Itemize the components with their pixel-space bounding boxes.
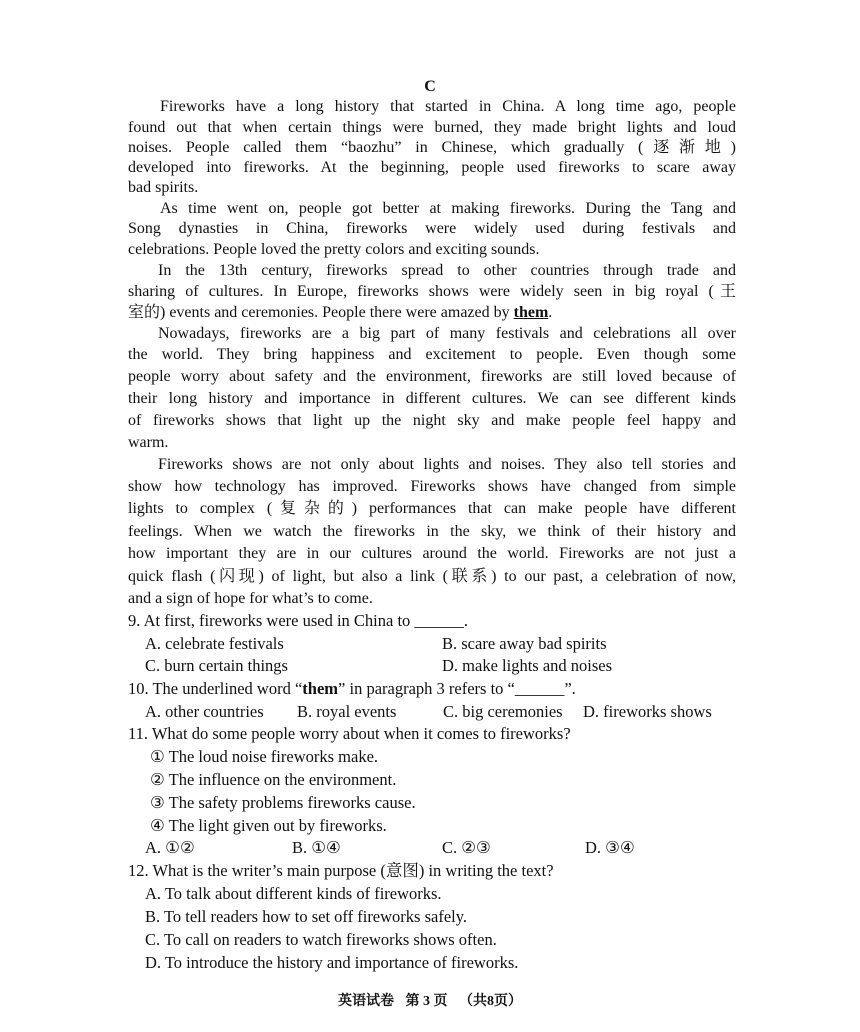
question-12-option-c[interactable]: C. To call on readers to watch fireworks shows often.	[145, 930, 497, 949]
question-12-option-a[interactable]: A. To talk about different kinds of fireworks.	[145, 884, 442, 903]
question-12-stem: 12. What is the writer’s main purpose (意图) in writing the text?	[128, 861, 554, 880]
paragraph-4-line-3: people worry about safety and the environment, fireworks are still loved because of	[128, 368, 736, 385]
paragraph-5-line-3: lights to complex (复杂的) performances that can make people have different	[128, 500, 736, 517]
paragraph-4-line-2: the world. They bring happiness and excitement to people. Even though some	[128, 346, 736, 363]
question-11-item-1: ① The loud noise fireworks make.	[150, 747, 379, 766]
question-10-option-d[interactable]: D. fireworks shows	[583, 702, 712, 721]
question-10-stem-start: 10. The underlined word “	[128, 679, 303, 698]
question-11-option-a[interactable]: A. ①②	[145, 838, 195, 857]
footer-subject: 英语试卷	[338, 994, 394, 1009]
paragraph-3-line-3	[128, 302, 552, 323]
paragraph-2-line-1: As time went on, people got better at making fireworks. During the Tang and	[160, 200, 736, 217]
paragraph-5-line-4: feelings. When we watch the fireworks in the sky, we think of their history and	[128, 523, 736, 540]
question-10-stem-end: ” in paragraph 3 refers to “______”.	[338, 679, 576, 698]
question-9-option-d[interactable]: D. make lights and noises	[442, 656, 613, 675]
question-9-option-c[interactable]: C. burn certain things	[145, 656, 288, 675]
footer-page-number: 第 3 页	[405, 994, 448, 1009]
question-12-option-d[interactable]: D. To introduce the history and importance of fireworks.	[145, 953, 519, 972]
paragraph-5-line-2: show how technology has improved. Fireworks shows have changed from simple	[128, 478, 736, 495]
paragraph-3-line-1: In the 13th century, fireworks spread to other countries through trade and	[158, 262, 736, 279]
paragraph-1-line-3: noises. People called them “baozhu” in Chinese, which gradually (逐渐地)	[128, 139, 736, 156]
period: .	[548, 304, 553, 321]
paragraph-4-line-1: Nowadays, fireworks are a big part of many festivals and celebrations all over	[158, 325, 736, 342]
question-11-item-2: ② The influence on the environment.	[150, 770, 397, 789]
question-10-option-c[interactable]: C. big ceremonies	[443, 702, 563, 721]
paragraph-4-line-6: warm.	[128, 434, 169, 451]
page-footer	[0, 990, 860, 1010]
question-11-option-b[interactable]: B. ①④	[292, 838, 341, 857]
question-12-option-b[interactable]: B. To tell readers how to set off fireworks safely.	[145, 907, 468, 926]
paragraph-5-line-5: how important they are in our cultures around the world. Fireworks are not just a	[128, 545, 736, 562]
paragraph-5-line-7: and a sign of hope for what’s to come.	[128, 590, 373, 607]
paragraph-1-line-2: found out that when certain things were burned, they made bright lights and loud	[128, 119, 736, 136]
paragraph-5-line-1: Fireworks shows are not only about lights and noises. They also tell stories and	[158, 456, 736, 473]
question-11-item-4: ④ The light given out by fireworks.	[150, 816, 387, 835]
paragraph-4-line-5: of fireworks shows that light up the night sky and make people feel happy and	[128, 412, 736, 429]
paragraph-1-line-4: developed into fireworks. At the beginning, people used fireworks to scare away	[128, 159, 736, 176]
paragraph-3-line-2: sharing of cultures. In Europe, fireworks shows were widely seen in big royal (王	[128, 283, 736, 300]
paragraph-1-line-5: bad spirits.	[128, 179, 199, 196]
question-11-option-d[interactable]: D. ③④	[585, 838, 635, 857]
footer-total-pages: （共8页）	[459, 994, 522, 1009]
paragraph-4-line-4: their long history and importance in different cultures. We can see different kinds	[128, 390, 736, 407]
passage-heading: C	[424, 78, 436, 95]
question-9-option-b[interactable]: B. scare away bad spirits	[442, 634, 607, 653]
question-10-option-a[interactable]: A. other countries	[145, 702, 264, 721]
question-10-option-b[interactable]: B. royal events	[297, 702, 397, 721]
paragraph-2-line-3: celebrations. People loved the pretty colors and exciting sounds.	[128, 241, 540, 258]
paragraph-5-line-6: quick flash (闪现) of light, but also a link (联系) to our past, a celebration of now,	[128, 568, 736, 585]
question-9-option-a[interactable]: A. celebrate festivals	[145, 634, 284, 653]
question-10-stem	[128, 678, 576, 700]
question-11-option-c[interactable]: C. ②③	[442, 838, 491, 857]
paragraph-2-line-2: Song dynasties in China, fireworks were widely used during festivals and	[128, 220, 736, 237]
paragraph-3-line-3-text: 室的) events and ceremonies. People there were amazed by	[128, 304, 510, 321]
question-9-stem: 9. At first, fireworks were used in China to ______.	[128, 611, 469, 630]
underlined-word-them: them	[513, 304, 549, 321]
question-11-stem: 11. What do some people worry about when it comes to fireworks?	[128, 724, 571, 743]
question-11-item-3: ③ The safety problems fireworks cause.	[150, 793, 416, 812]
paragraph-1-line-1: Fireworks have a long history that started in China. A long time ago, people	[160, 98, 736, 115]
question-10-bold-word: them	[302, 679, 339, 698]
